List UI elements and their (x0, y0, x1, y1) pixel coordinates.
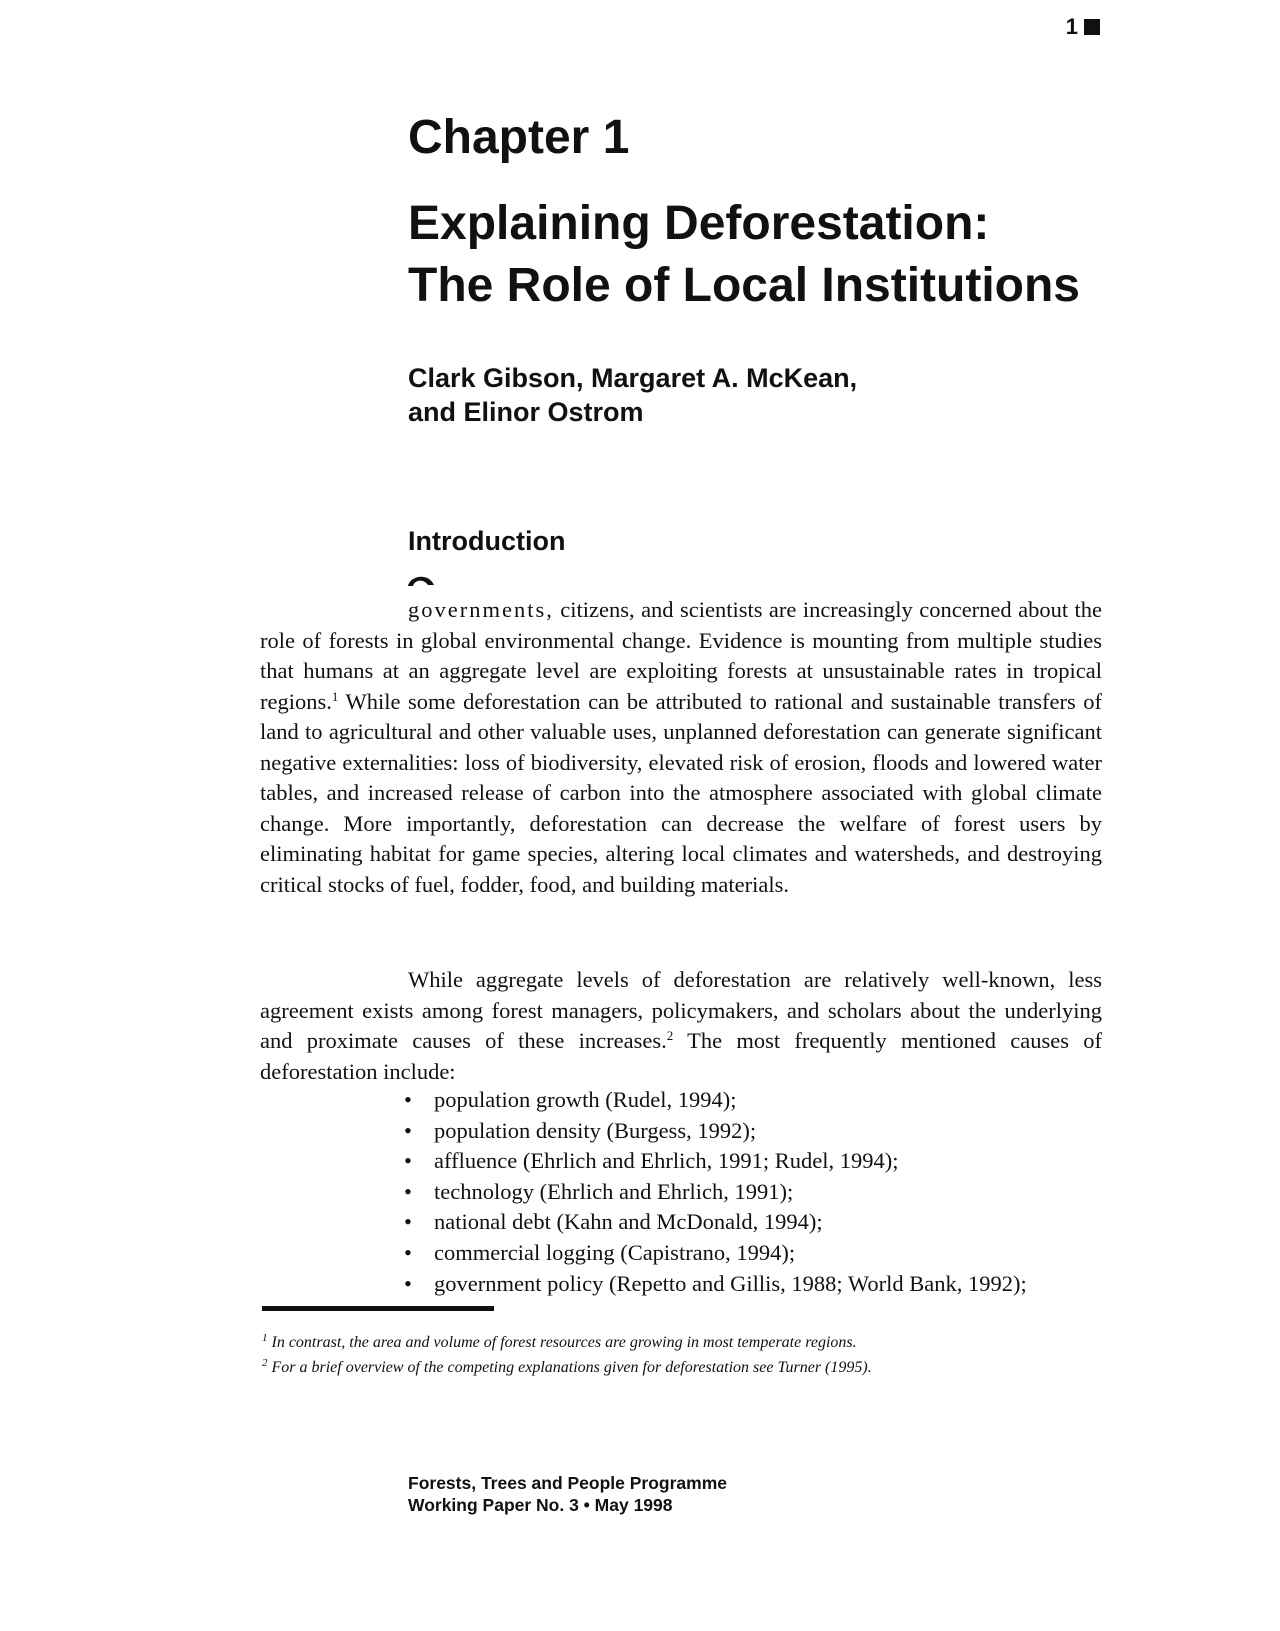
footer-line-2: Working Paper No. 3 • May 1998 (408, 1495, 673, 1515)
cause-text: population growth (Rudel, 1994); (434, 1087, 737, 1112)
drop-cap-fragment-icon (406, 574, 436, 586)
chapter-label: Chapter 1 (408, 111, 630, 164)
bullet-icon: • (404, 1209, 412, 1235)
author-list (408, 361, 1128, 429)
cause-text: affluence (Ehrlich and Ehrlich, 1991; Rudel, 1994); (434, 1148, 899, 1174)
bullet-icon: • (404, 1178, 412, 1204)
footnote-ref-2: 2 (666, 1028, 674, 1043)
authors-line-2: and Elinor Ostrom (408, 396, 644, 427)
list-item (404, 1207, 1027, 1238)
footnote-2 (262, 1355, 872, 1380)
cause-text: government policy (Repetto and Gillis, 1988; World Bank, 1992); (434, 1270, 1027, 1296)
list-item (404, 1116, 1027, 1147)
page-number-text: 1 (1065, 14, 1078, 39)
footnote-ref-1: 1 (331, 688, 339, 704)
cause-text: commercial logging (Capistrano, 1994); (434, 1239, 796, 1265)
bullet-icon: • (404, 1239, 412, 1265)
bullet-icon: • (404, 1087, 412, 1112)
list-item (404, 1085, 1027, 1116)
chapter-title-line-2: The Role of Local Institutions (408, 258, 1080, 312)
page-footer (408, 1472, 727, 1516)
list-item (404, 1177, 1027, 1208)
list-item (404, 1146, 1027, 1177)
intro-paragraph-2 (260, 965, 1102, 1087)
footnote-number: 2 (262, 1357, 268, 1369)
bullet-icon: • (404, 1270, 412, 1296)
footnote-text: In contrast, the area and volume of forest resources are growing in most temperate regions. (271, 1334, 857, 1351)
cause-text: technology (Ehrlich and Ehrlich, 1991); (434, 1178, 794, 1204)
paragraph-lead-word: governments, (408, 597, 554, 622)
footer-line-1: Forests, Trees and People Programme (408, 1473, 728, 1493)
page-marker-square-icon (1084, 19, 1100, 35)
section-heading: Introduction (408, 526, 566, 556)
causes-list (404, 1085, 1027, 1299)
list-item (404, 1269, 1027, 1300)
footnote-text: For a brief overview of the competing explanations given for deforestation see Turner (1995). (271, 1359, 872, 1376)
bullet-icon: • (404, 1117, 412, 1143)
intro-paragraph-1 (260, 595, 1102, 900)
list-item (404, 1238, 1027, 1269)
page-number (1066, 14, 1100, 40)
footnote-1 (262, 1330, 872, 1355)
chapter-heading (408, 112, 1128, 429)
chapter-title-line-1: Explaining Deforestation: (408, 196, 990, 250)
footnote-divider (262, 1306, 494, 1311)
cause-text: population density (Burgess, 1992); (434, 1117, 757, 1143)
paragraph-2-text-b: The most frequently mentioned causes of deforestation include: (260, 1028, 1102, 1084)
paragraph-1-text-a: citizens, and scientists are increasingly concerned about the role of forests in global environmental change. Evidence is mounting from multiple studies that humans at an aggregate level are exploiting forests at unsustainable rates in tropical regions. (260, 597, 1102, 714)
paragraph-1-text-b: While some deforestation can be attributed to rational and sustainable transfers of land to agricultural and other valuable uses, unplanned deforestation can generate significant negative externalities: loss of biodiversity, elevated risk of erosion, floods and lowered water tables, and increased release of carbon into the atmosphere associated with global climate change. More importantly, deforestation can decrease the welfare of forest users by eliminating habitat for game species, altering local climates and watersheds, and destroying critical stocks of fuel, fodder, food, and building materials. (260, 688, 1102, 897)
authors-line-1: Clark Gibson, Margaret A. McKean, (408, 362, 858, 393)
bullet-icon: • (404, 1148, 412, 1174)
footnote-number: 1 (262, 1332, 268, 1344)
paragraph-2-text-a: While aggregate levels of deforestation are relatively well-known, less agreement exists among forest managers, policymakers, and scholars about the underlying and proximate causes of these increases. (260, 967, 1102, 1053)
footnotes (262, 1330, 872, 1380)
chapter-title (408, 193, 1128, 317)
cause-text: national debt (Kahn and McDonald, 1994); (434, 1209, 823, 1235)
